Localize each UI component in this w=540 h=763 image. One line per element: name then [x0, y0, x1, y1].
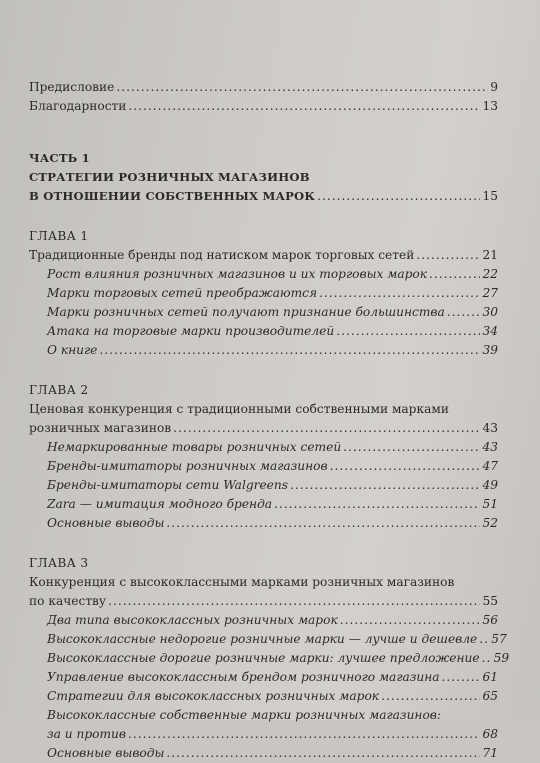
dot-leader	[274, 495, 480, 514]
toc-page-number: 49	[482, 478, 498, 492]
toc-page-number: 51	[482, 497, 498, 511]
toc-section-entry[interactable]	[29, 303, 498, 322]
toc-entry-chapter-3[interactable]	[29, 592, 498, 611]
part-title-line: СТРАТЕГИИ РОЗНИЧНЫХ МАГАЗИНОВ	[29, 170, 310, 184]
section-title: Марки розничных сетей получают признание большинства	[47, 305, 445, 319]
section-title: Рост влияния розничных магазинов и их торговых марок	[47, 267, 428, 281]
dot-leader	[482, 649, 492, 668]
chapter-heading: ГЛАВА 3	[29, 556, 89, 570]
section-title: Основные выводы	[47, 516, 165, 530]
toc-page-number: 43	[482, 421, 498, 435]
section-title: Zara — имитация модного бренда	[47, 497, 273, 511]
section-title: Высококлассные недорогие розничные марки — лучше и дешевле	[47, 632, 478, 646]
toc-page-number: 57	[491, 632, 507, 646]
dot-leader	[128, 725, 480, 744]
section-title: Два типа высококлассных розничных марок	[47, 613, 338, 627]
toc-section-entry[interactable]	[29, 495, 498, 514]
toc-page-number: 30	[482, 305, 498, 319]
toc-entry-chapter-1[interactable]	[29, 246, 498, 265]
dot-leader	[343, 438, 480, 457]
toc-page-number: 59	[493, 651, 510, 665]
dot-leader	[116, 78, 488, 97]
dot-leader	[166, 514, 480, 533]
toc-section-entry[interactable]	[29, 514, 498, 533]
section-title-line: за и против	[47, 727, 126, 741]
chapter-heading: ГЛАВА 2	[29, 383, 89, 397]
toc-page-number: 68	[482, 727, 498, 741]
chapter-title-line: по качеству	[29, 594, 107, 608]
toc-section-entry[interactable]	[29, 438, 498, 457]
dot-leader	[447, 303, 481, 322]
toc-section-entry[interactable]	[29, 725, 498, 744]
chapter-heading: ГЛАВА 1	[29, 229, 89, 243]
toc-section-entry[interactable]	[29, 265, 498, 284]
section-title: О книге	[47, 343, 98, 357]
toc-entry-preface[interactable]	[29, 78, 498, 97]
toc-page-number: 43	[482, 440, 498, 454]
section-title: Бренды-имитаторы сети Walgreens	[47, 478, 288, 492]
dot-leader	[330, 457, 481, 476]
dot-leader	[479, 630, 489, 649]
dot-leader	[416, 246, 480, 265]
dot-leader	[166, 744, 480, 763]
toc-section-entry[interactable]	[29, 649, 510, 668]
section-title: Стратегии для высококлассных розничных марок	[47, 689, 380, 703]
dot-leader	[319, 284, 480, 303]
toc-page-number: 55	[482, 594, 498, 608]
toc-section-entry[interactable]	[29, 687, 498, 706]
dot-leader	[173, 419, 480, 438]
toc-section-entry[interactable]	[29, 630, 507, 649]
toc-page-number: 22	[482, 267, 498, 281]
spacer	[29, 533, 498, 554]
part-heading: ЧАСТЬ 1	[29, 151, 90, 165]
chapter-title-line: Ценовая конкуренция с традиционными собственными марками	[29, 402, 449, 416]
toc-section-entry[interactable]	[29, 668, 498, 687]
section-title: Высококлассные дорогие розничные марки: лучшее предложение	[47, 651, 480, 665]
dot-leader	[442, 668, 481, 687]
toc-section-entry[interactable]	[29, 322, 498, 341]
section-title: Немаркированные товары розничных сетей	[47, 440, 342, 454]
toc-page-number: 61	[482, 670, 498, 684]
toc-section-entry[interactable]	[29, 744, 498, 763]
dot-leader	[128, 97, 480, 116]
section-title: Бренды-имитаторы розничных магазинов	[47, 459, 328, 473]
dot-leader	[340, 611, 481, 630]
toc-page-number: 39	[482, 343, 498, 357]
spacer	[29, 206, 498, 227]
section-title-line: Высококлассные собственные марки розничных магазинов:	[47, 708, 441, 722]
toc-page-number: 52	[482, 516, 498, 530]
toc-entry-label: Предисловие	[29, 80, 115, 94]
toc-page-number: 15	[482, 189, 498, 203]
toc-page-number: 27	[482, 286, 498, 300]
section-title: Управление высококлассным брендом розничного магазина	[47, 670, 440, 684]
dot-leader	[317, 187, 480, 206]
toc-section-entry[interactable]	[29, 611, 498, 630]
part-title-line: В ОТНОШЕНИИ СОБСТВЕННЫХ МАРОК	[29, 189, 316, 203]
chapter-title-line: Конкуренция с высококлассными марками розничных магазинов	[29, 575, 455, 589]
chapter-title: Традиционные бренды под натиском марок торговых сетей	[29, 248, 415, 262]
dot-leader	[290, 476, 480, 495]
table-of-contents	[29, 78, 510, 763]
toc-page-number: 65	[482, 689, 498, 703]
toc-section-entry[interactable]	[29, 476, 498, 495]
toc-page-number: 56	[482, 613, 498, 627]
toc-page-number: 13	[482, 99, 498, 113]
chapter-title-line: розничных магазинов	[29, 421, 172, 435]
toc-page-number: 47	[482, 459, 498, 473]
toc-section-entry[interactable]	[29, 284, 498, 303]
toc-entry-part-1[interactable]	[29, 187, 498, 206]
toc-section-entry[interactable]	[29, 457, 498, 476]
toc-page-number: 34	[482, 324, 498, 338]
toc-entry-chapter-2[interactable]	[29, 419, 498, 438]
section-title: Марки торговых сетей преображаются	[47, 286, 318, 300]
dot-leader	[336, 322, 480, 341]
dot-leader	[99, 341, 480, 360]
section-title: Атака на торговые марки производителей	[47, 324, 335, 338]
toc-page-number: 71	[482, 746, 498, 760]
spacer	[29, 360, 498, 381]
toc-section-entry[interactable]	[29, 341, 498, 360]
section-title: Основные выводы	[47, 746, 165, 760]
toc-entry-acknowledgements[interactable]	[29, 97, 498, 116]
dot-leader	[381, 687, 480, 706]
dot-leader	[108, 592, 480, 611]
dot-leader	[429, 265, 480, 284]
toc-page-number: 21	[482, 248, 498, 262]
toc-page-number: 9	[490, 80, 498, 94]
toc-entry-label: Благодарности	[29, 99, 127, 113]
spacer	[29, 116, 498, 149]
